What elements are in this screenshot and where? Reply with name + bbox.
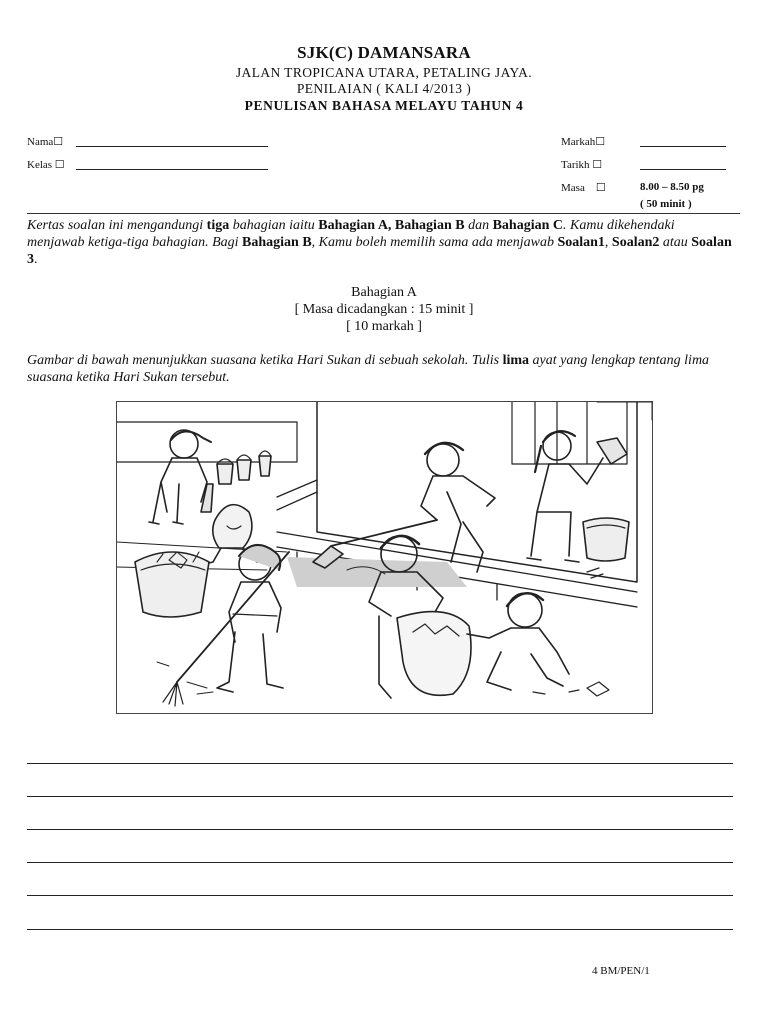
page-code: 4 BM/PEN/1: [592, 965, 650, 977]
section-time: [ Masa dicadangkan : 15 minit ]: [294, 302, 474, 317]
question-text: Gambar di bawah menunjukkan suasana ketika Hari Sukan di sebuah sekolah. Tulis lima ayat yang lengkap tentang lima suasana ketika Hari Sukan tersebut.: [27, 353, 710, 385]
clean-up-illustration: [117, 402, 652, 713]
instructions: Kertas soalan ini mengandungi tiga bahagian iaitu Bahagian A, Bahagian B dan Bahagian C. Kamu dikehendaki menjawab ketiga-tiga bahagian. Bagi Bahagian B, Kamu boleh memilih sama ada menjawab Soalan1, Soalan2 atau Soalan 3.: [27, 218, 732, 267]
paper-title: PENULISAN BAHASA MELAYU TAHUN 4: [244, 98, 524, 113]
header-divider: [27, 213, 740, 214]
tarikh-field[interactable]: [640, 158, 726, 170]
answer-line[interactable]: [27, 829, 733, 830]
markah-label: Markah☐: [561, 136, 606, 148]
answer-line[interactable]: [27, 763, 733, 764]
answer-line[interactable]: [27, 862, 733, 863]
kelas-label: Kelas ☐: [27, 159, 65, 171]
nama-label: Nama☐: [27, 136, 64, 148]
assessment-title: PENILAIAN ( KALI 4/2013 ): [296, 81, 472, 96]
nama-field[interactable]: [76, 135, 268, 147]
kelas-field[interactable]: [76, 158, 268, 170]
markah-field[interactable]: [640, 135, 726, 147]
answer-line[interactable]: [27, 929, 733, 930]
masa-label: Masa ☐: [561, 182, 606, 194]
school-address: JALAN TROPICANA UTARA, PETALING JAYA.: [235, 65, 533, 80]
answer-line[interactable]: [27, 895, 733, 896]
time-value: 8.00 – 8.50 pg: [640, 181, 704, 193]
illustration-frame: [116, 401, 653, 714]
tarikh-label: Tarikh ☐: [561, 159, 603, 171]
answer-line[interactable]: [27, 796, 733, 797]
school-name: SJK(C) DAMANSARA: [297, 43, 471, 62]
duration-value: ( 50 minit ): [640, 198, 692, 210]
section-marks: [ 10 markah ]: [346, 319, 422, 334]
section-title: Bahagian A: [351, 285, 417, 300]
